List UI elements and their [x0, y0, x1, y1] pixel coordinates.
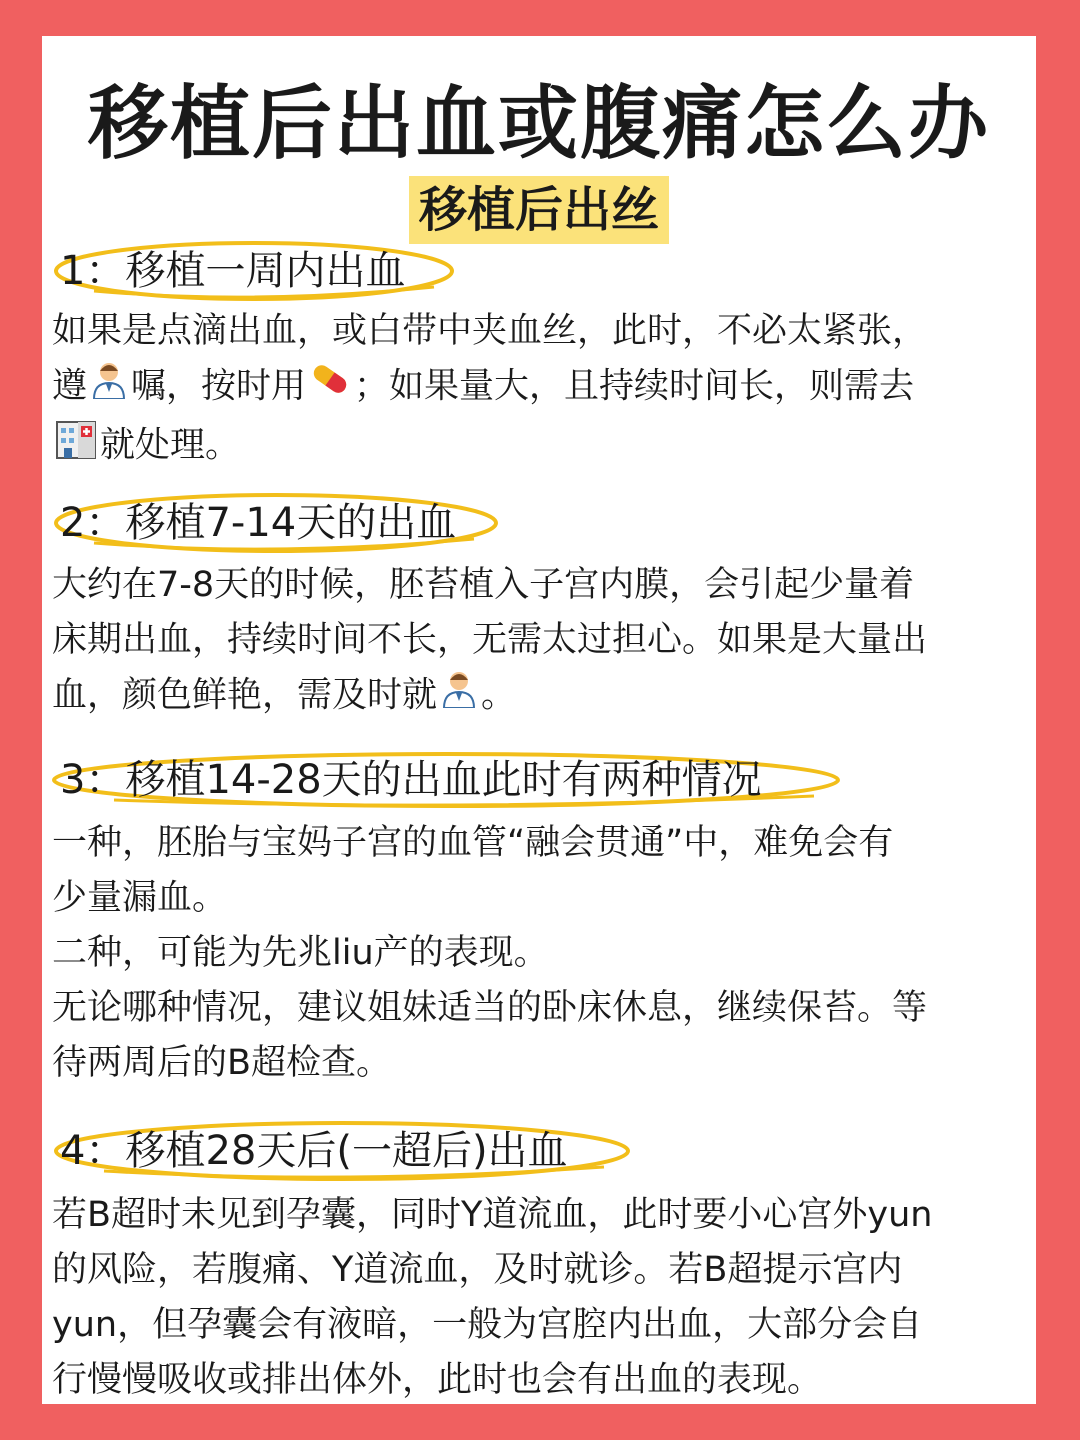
section-3-paragraph	[52, 816, 1032, 1091]
paragraph-line: 少量漏血。	[52, 878, 228, 918]
section-heading-text: 4：移植28天后(一超后)出血	[60, 1128, 568, 1174]
content-card	[42, 36, 1036, 1404]
hospital-icon	[54, 416, 98, 477]
paragraph-line: yun，但孕囊会有液暗，一般为宫腔内出血，大部分会自	[52, 1305, 923, 1345]
doctor-icon	[439, 668, 479, 725]
section-2-paragraph	[52, 558, 1032, 725]
paragraph-line: 如果是点滴出血，或白带中夹血丝，此时，不必太紧张，	[52, 311, 928, 351]
section-heading-text: 1：移植一周内出血	[60, 248, 406, 294]
pill-icon	[308, 359, 352, 416]
page-title: 移植后出血或腹痛怎么办	[88, 77, 990, 170]
doctor-icon	[89, 359, 129, 416]
paragraph-line: 大约在7-8天的时候，胚苔植入子宫内膜，会引起少量着	[52, 565, 915, 605]
paragraph-line: 的风险，若腹痛、Y道流血，及时就诊。若B超提示宫内	[52, 1250, 903, 1290]
paragraph-line: 二种，可能为先兆liu产的表现。	[52, 933, 549, 973]
paragraph-line: 若B超时未见到孕囊，同时Y道流血，此时要小心宫外yun	[52, 1195, 933, 1235]
paragraph-line: 一种，胚胎与宝妈子宫的血管“融会贯通”中，难免会有	[52, 823, 894, 863]
paragraph-line: 遵 嘱，按时用 ；如果量大，且持续时间长，则需去	[52, 359, 1032, 416]
paragraph-line: 无论哪种情况，建议姐妹适当的卧床休息，继续保苔。等	[52, 988, 928, 1028]
paragraph-line: 就处理。	[52, 416, 1032, 477]
paragraph-line: 床期出血，持续时间不长，无需太过担心。如果是大量出	[52, 620, 928, 660]
section-heading-text: 2：移植7-14天的出血	[60, 500, 457, 546]
paragraph-line: 待两周后的B超检查。	[52, 1043, 392, 1083]
section-4-paragraph	[52, 1188, 1032, 1408]
paragraph-line: 血，颜色鲜艳，需及时就 。	[52, 668, 1032, 725]
subtitle-highlight: 移植后出丝	[409, 176, 669, 244]
section-heading-text: 3：移植14-28天的出血此时有两种情况	[60, 757, 762, 803]
section-1-paragraph	[52, 304, 1032, 477]
paragraph-line: 行慢慢吸收或排出体外，此时也会有出血的表现。	[52, 1360, 823, 1400]
